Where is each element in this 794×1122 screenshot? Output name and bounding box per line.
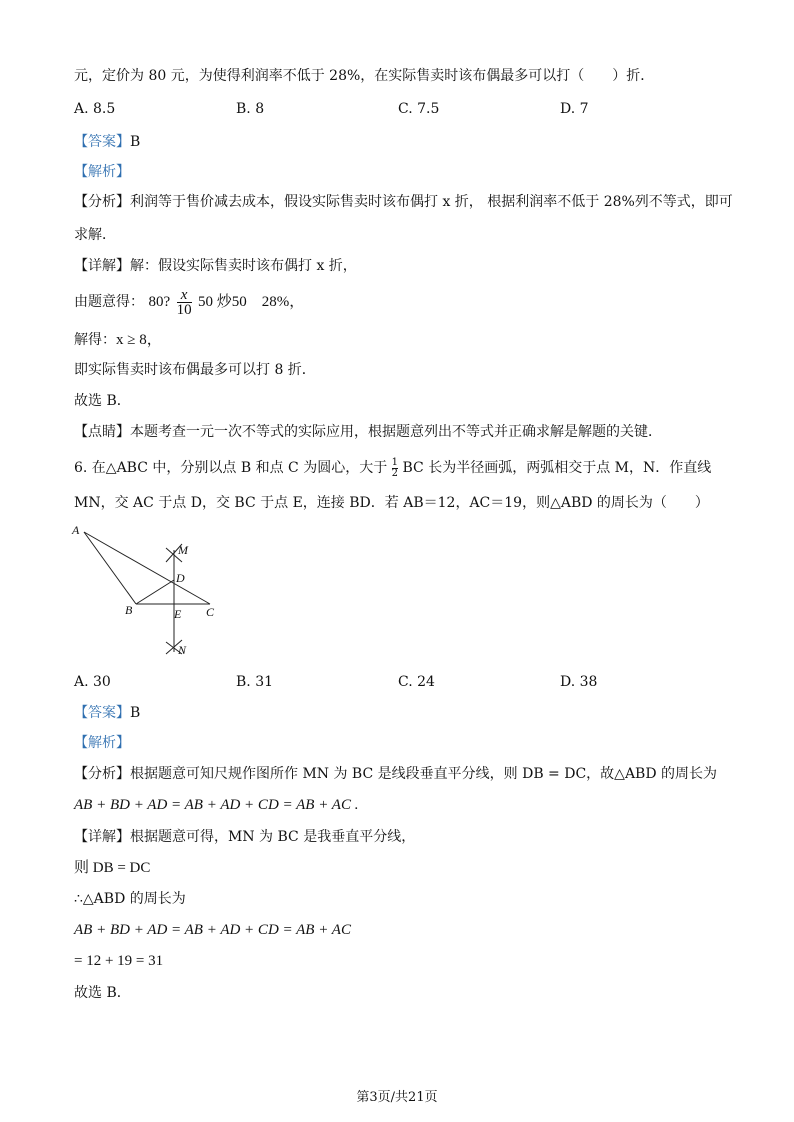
answer-value: B <box>130 705 141 721</box>
q6-fenxi-line2: AB + BD + AD = AB + AD + CD = AB + AC . <box>74 797 359 813</box>
q6-option-b: B. 31 <box>236 674 274 690</box>
answer-value: B <box>130 134 141 150</box>
q5-dianjing <box>74 422 662 442</box>
q6-analysis-tag: 【解析】 <box>74 735 130 751</box>
q5-jiede <box>74 330 162 350</box>
q6-stem-line2: MN，交 AC 于点 D，交 BC 于点 E，连接 BD．若 AB＝12，AC＝19，则△ABD 的周长为（ ） <box>74 495 709 511</box>
label-n: N <box>178 643 187 657</box>
jiede-expr: x ≥ 8， <box>116 332 162 348</box>
jiede-label: 解得： <box>74 332 116 348</box>
dianjing-tag: 【点睛】 <box>74 424 130 440</box>
dianjing-text: 本题考查一元一次不等式的实际应用，根据题意列出不等式并正确求解是解题的关键． <box>130 424 662 440</box>
q6-answer <box>74 703 140 723</box>
q5-option-b: B. 8 <box>236 101 265 117</box>
q6-frac-num: 1 <box>391 456 399 468</box>
label-b: B <box>125 603 133 617</box>
label-d: D <box>176 571 185 585</box>
q5-conclusion: 即实际售卖时该布偶最多可以打 8 折． <box>74 362 316 378</box>
q6-option-d: D. 38 <box>560 674 598 690</box>
youtiyi-label: 由题意得： <box>74 294 144 310</box>
q6-eq1: AB + BD + AD = AB + AD + CD = AB + AC <box>74 922 351 938</box>
q5-guxuan: 故选 B． <box>74 393 131 409</box>
q6-zhouchang: ∴△ABD 的周长为 <box>74 891 186 907</box>
answer-tag: 【答案】 <box>74 134 130 150</box>
q5-answer <box>74 132 140 152</box>
fenxi-tag: 【分析】 <box>74 194 130 210</box>
q6-option-a: A. 30 <box>74 674 111 690</box>
xiangjie-text: 解：假设实际售卖时该布偶打 x 折， <box>130 258 357 274</box>
q6-stem-b: BC 长为半径画弧，两弧相交于点 M，N．作直线 <box>402 460 712 476</box>
label-e: E <box>174 607 182 621</box>
fenxi-tag: 【分析】 <box>74 766 130 782</box>
eq-fraction <box>177 288 192 317</box>
xiangjie-tag: 【详解】 <box>74 258 130 274</box>
q6-stem-line1 <box>74 456 711 480</box>
label-m: M <box>178 543 188 557</box>
triangle-figure <box>70 520 230 660</box>
q5-xiangjie <box>74 256 357 276</box>
xiangjie-tag: 【详解】 <box>74 829 130 845</box>
segment-ac <box>84 532 210 604</box>
q5-option-c: C. 7.5 <box>398 101 440 117</box>
q6-xiangjie <box>74 827 415 847</box>
q6-fenxi-line1 <box>74 764 717 784</box>
q5-fenxi-line1 <box>74 192 733 212</box>
label-a: A <box>72 523 80 537</box>
xiangjie-text: 根据题意可得，MN 为 BC 是我垂直平分线， <box>130 829 416 845</box>
q6-guxuan: 故选 B． <box>74 985 131 1001</box>
q5-analysis-tag: 【解析】 <box>74 164 130 180</box>
q6-eq2: = 12 + 19 = 31 <box>74 953 164 969</box>
q6-stem-a: 6. 在△ABC 中，分别以点 B 和点 C 为圆心，大于 <box>74 460 388 476</box>
segment-bd <box>136 580 174 604</box>
q6-option-c: C. 24 <box>398 674 435 690</box>
q6-frac-den: 2 <box>391 467 399 479</box>
q5-equation <box>74 284 304 320</box>
eq-left: 80? <box>148 294 171 310</box>
page-footer: 第3页/共21页 <box>356 1090 438 1105</box>
fenxi-text: 根据题意可知尺规作图所作 MN 为 BC 是线段垂直平分线，则 DB = DC，故△ABD 的周长为 <box>130 766 718 782</box>
answer-tag: 【答案】 <box>74 705 130 721</box>
q6-ze: 则 DB = DC <box>74 860 151 876</box>
q6-half-fraction <box>392 458 398 479</box>
label-c: C <box>206 605 215 619</box>
eq-right: 50 炒50 28%， <box>198 294 305 310</box>
segment-ab <box>84 532 136 604</box>
q5-fenxi-line2: 求解． <box>74 227 116 243</box>
q5-stem-tail: 元，定价为 80 元，为使得利润率不低于 28%，在实际售卖时该布偶最多可以打（ ）折． <box>74 68 655 84</box>
eq-frac-den: 10 <box>176 301 192 318</box>
eq-frac-num: x <box>177 288 192 303</box>
q5-option-a: A. 8.5 <box>74 101 116 117</box>
fenxi-text: 利润等于售价减去成本，假设实际售卖时该布偶打 x 折， 根据利润率不低于 28%列不等式，即可 <box>130 194 733 210</box>
q5-option-d: D. 7 <box>560 101 589 117</box>
